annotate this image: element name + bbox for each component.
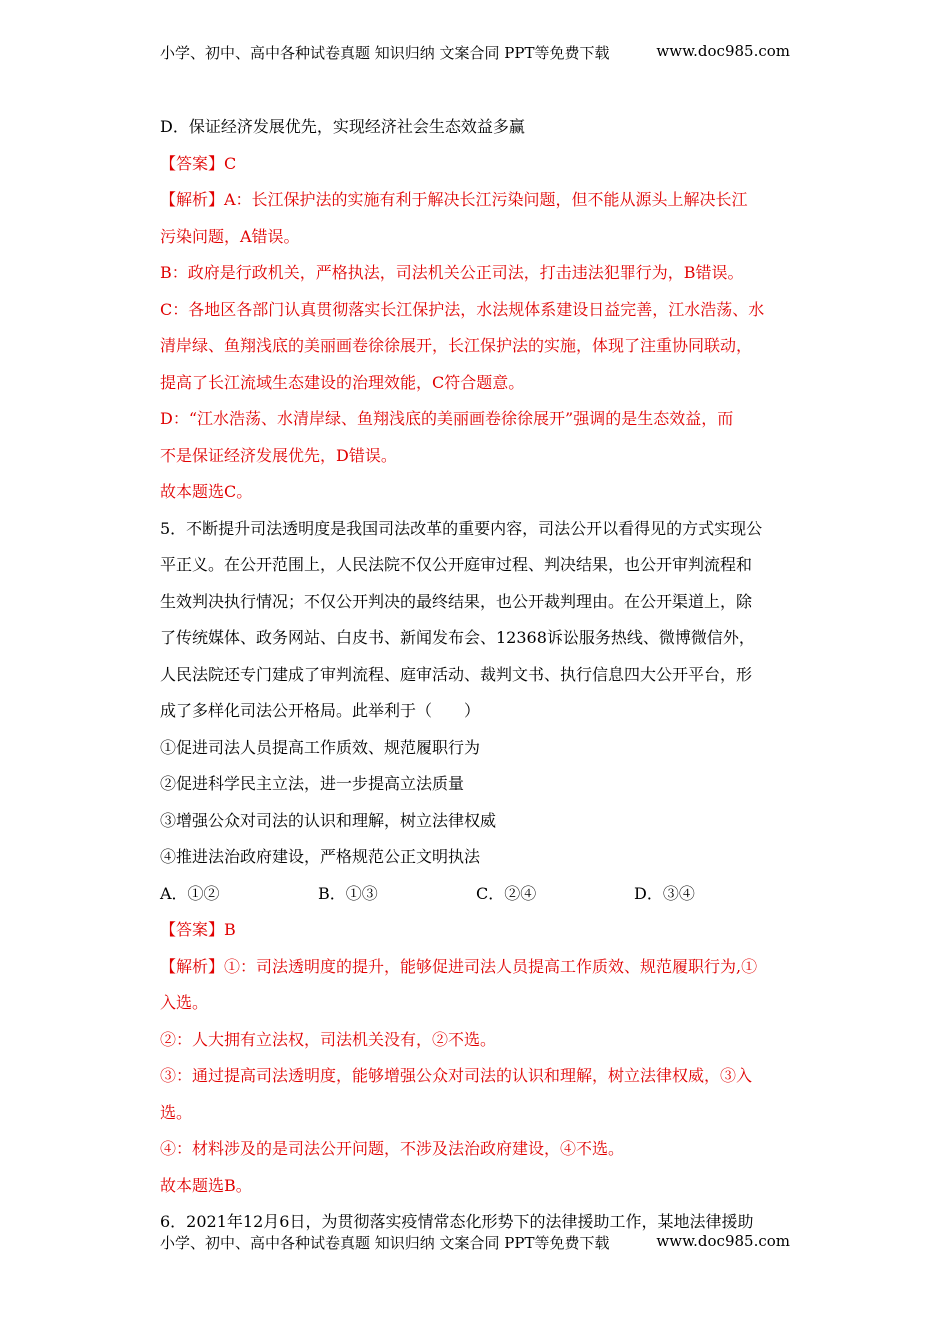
text-line: 人民法院还专门建成了审判流程、庭审活动、裁判文书、执行信息四大公开平台，形 [160, 664, 753, 684]
text-line: 【答案】C [160, 153, 237, 173]
text-line: 了传统媒体、政务网站、白皮书、新闻发布会、12368诉讼服务热线、微博微信外， [160, 628, 755, 647]
text-block [160, 918, 792, 1247]
text-line: 清岸绿、鱼翔浅底的美丽画卷徐徐展开，长江保护法的实施，体现了注重协同联动， [160, 336, 753, 355]
text-line: 【解析】①：司法透明度的提升，能够促进司法人员提高工作质效、规范履职行为,① [160, 956, 758, 976]
text-line: 【解析】A：长江保护法的实施有利于解决长江污染问题，但不能从源头上解决长江 [160, 190, 748, 209]
footer-url: www.doc985.com [656, 1232, 790, 1250]
text-line: 成了多样化司法公开格局。此举利于（ ） [160, 701, 481, 720]
text-line: 6．2021年12月6日，为贯彻落实疫情常态化形势下的法律援助工作，某地法律援助 [160, 1212, 754, 1231]
header-url: www.doc985.com [656, 42, 790, 60]
text-line: 5．不断提升司法透明度是我国司法改革的重要内容，司法公开以看得见的方式实现公 [160, 518, 763, 538]
footer-text: 小学、初中、高中各种试卷真题 知识归纳 文案合同 PPT等免费下载 [160, 1234, 610, 1252]
text-line: ②：人大拥有立法权，司法机关没有，②不选。 [160, 1029, 497, 1049]
text-line: ③：通过提高司法透明度，能够增强公众对司法的认识和理解，树立法律权威，③入 [160, 1066, 753, 1085]
text-line: ③增强公众对司法的认识和理解，树立法律权威 [160, 810, 497, 830]
page-footer [160, 1232, 790, 1253]
text-line: ②促进科学民主立法，进一步提高立法质量 [160, 774, 465, 793]
text-line: 不是保证经济发展优先，D错误。 [160, 445, 397, 465]
text-line: C：各地区各部门认真贯彻落实长江保护法，水法规体系建设日益完善，江水浩荡、水 [160, 299, 765, 319]
option-c: C．②④ [476, 883, 537, 903]
option-b: B．①③ [318, 883, 378, 903]
text-block [160, 115, 792, 882]
text-line: 平正义。在公开范围上，人民法院不仅公开庭审过程、判决结果，也公开审判流程和 [160, 555, 753, 574]
text-line: 入选。 [160, 993, 209, 1012]
text-line: ①促进司法人员提高工作质效、规范履职行为 [160, 737, 481, 757]
option-d: D．③④ [634, 883, 695, 903]
option-a: A．①② [160, 883, 220, 903]
text-line: ④：材料涉及的是司法公开问题，不涉及法治政府建设，④不选。 [160, 1139, 625, 1158]
answer-options [160, 882, 792, 919]
text-line: 生效判决执行情况；不仅公开判决的最终结果，也公开裁判理由。在公开渠道上，除 [160, 591, 753, 611]
text-line: D：“江水浩荡、水清岸绿、鱼翔浅底的美丽画卷徐徐展开”强调的是生态效益，而 [160, 409, 734, 428]
document-body [160, 115, 792, 1247]
header-text: 小学、初中、高中各种试卷真题 知识归纳 文案合同 PPT等免费下载 [160, 44, 610, 62]
text-line: 【答案】B [160, 920, 236, 939]
page-header [160, 42, 790, 63]
text-line: B：政府是行政机关，严格执法，司法机关公正司法，打击违法犯罪行为，B错误。 [160, 263, 744, 282]
text-line: 选。 [160, 1102, 193, 1122]
text-line: D．保证经济发展优先，实现经济社会生态效益多赢 [160, 117, 525, 136]
text-line: 提高了长江流域生态建设的治理效能，C符合题意。 [160, 372, 525, 392]
text-line: 污染问题，A错误。 [160, 226, 300, 246]
text-line: ④推进法治政府建设，严格规范公正文明执法 [160, 847, 481, 866]
text-line: 故本题选B。 [160, 1175, 252, 1195]
text-line: 故本题选C。 [160, 482, 253, 501]
